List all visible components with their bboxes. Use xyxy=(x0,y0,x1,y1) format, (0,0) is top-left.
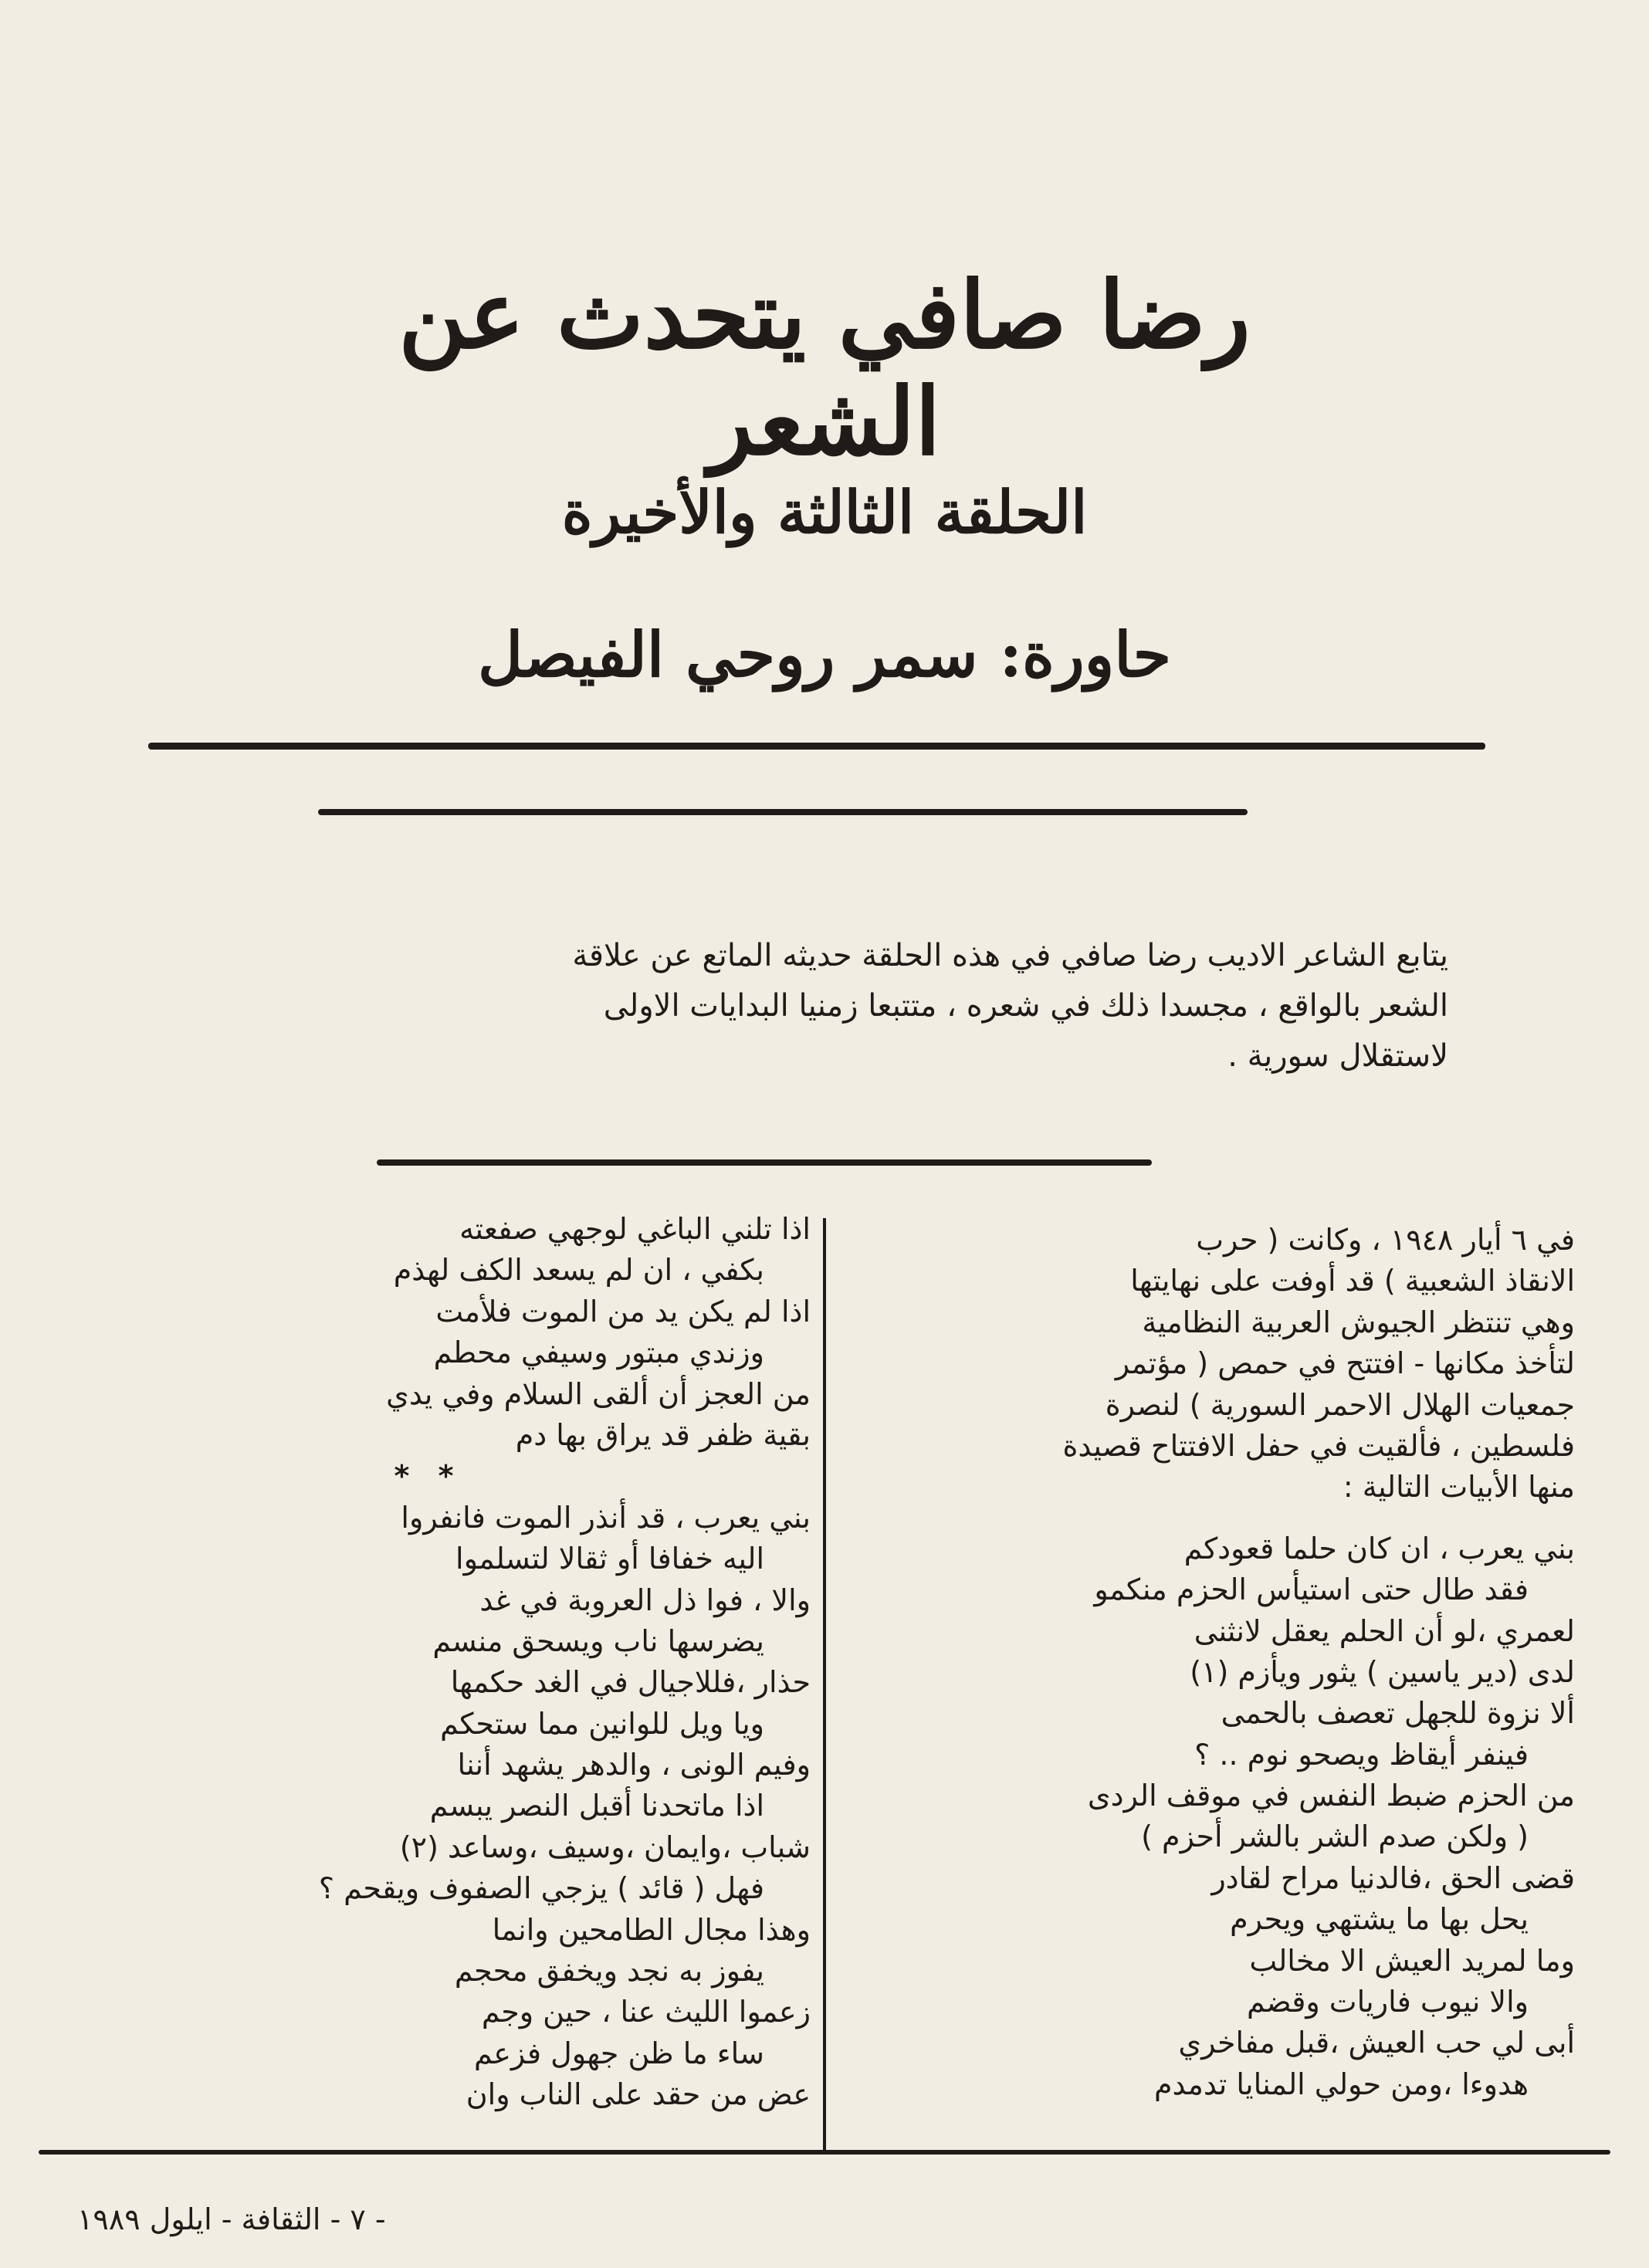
article-title: رضا صافي يتحدث عن الشعر xyxy=(398,261,1251,476)
poem-line: اذا لم يكن يد من الموت فلأمت xyxy=(435,1294,811,1329)
section-separator: * * xyxy=(394,1459,463,1494)
poem-line: بني يعرب ، ان كان حلما قعودكم xyxy=(1183,1531,1575,1566)
poem-line: شباب ،وايمان ،وسيف ،وساعد (٢) xyxy=(399,1830,811,1864)
poem-line: يضرسها ناب ويسحق منسم xyxy=(432,1623,764,1658)
body-line: في ٦ أيار ١٩٤٨ ، وكانت ( حرب xyxy=(1196,1223,1575,1257)
body-line: وهي تنتظر الجيوش العربية النظامية xyxy=(1142,1305,1575,1339)
poem-line: بقية ظفر قد يراق بها دم xyxy=(515,1417,811,1452)
intro-line: الشعر بالواقع ، مجسدا ذلك في شعره ، متتبعا زمنيا البدايات الاولى xyxy=(603,988,1448,1024)
poem-line: يحل بها ما يشتهي ويحرم xyxy=(1230,1902,1529,1937)
poem-line: ألا نزوة للجهل تعصف بالحمى xyxy=(1221,1696,1575,1731)
poem-line: اذا تلني الباغي لوجهي صفعته xyxy=(459,1212,811,1246)
stanza-gap xyxy=(843,1508,1575,1528)
poem-line: فهل ( قائد ) يزجي الصفوف ويقحم ؟ xyxy=(318,1871,764,1906)
right-column xyxy=(843,1220,1575,2105)
poem-line: فينفر أيقاظ ويصحو نوم .. ؟ xyxy=(1194,1737,1529,1772)
poem-line: والا نيوب فاريات وقضم xyxy=(1246,1985,1529,2019)
poem-line: وهذا مجال الطامحين وانما xyxy=(492,1912,811,1947)
poem-line: هدوءا ،ومن حولي المنايا تدمدم xyxy=(1153,2067,1529,2101)
poem-line: أبى لي حب العيش ،قبل مفاخري xyxy=(1178,2026,1575,2060)
intro-line: لاستقلال سورية . xyxy=(1227,1038,1448,1074)
column-divider xyxy=(823,1218,826,2152)
poem-line: والا ، فوا ذل العروبة في غد xyxy=(479,1583,811,1617)
poem-line: عض من حقد على الناب وان xyxy=(466,2077,811,2112)
poem-line: من الحزم ضبط النفس في موقف الردى xyxy=(1087,1779,1575,1813)
intro-rule xyxy=(377,1159,1152,1166)
interviewer-byline: حاورة: سمر روحي الفيصل xyxy=(477,618,1172,691)
poem-line: ( ولكن صدم الشر بالشر أحزم ) xyxy=(1141,1819,1529,1854)
poem-line: لعمري ،لو أن الحلم يعقل لانثنى xyxy=(1194,1613,1575,1648)
body-line: الانقاذ الشعبية ) قد أوفت على نهايتها xyxy=(1130,1264,1575,1298)
poem-line: لدى (دير ياسين ) يثور ويأزم (١) xyxy=(1190,1654,1575,1689)
body-line: جمعيات الهلال الاحمر السورية ) لنصرة xyxy=(1105,1387,1575,1422)
body-line: منها الأبيات التالية : xyxy=(1343,1470,1575,1505)
poem-line: ويا ويل للوانين مما ستحكم xyxy=(440,1706,764,1741)
poem-line: فقد طال حتى استيأس الحزم منكمو xyxy=(1094,1572,1529,1607)
header-rule-bottom xyxy=(318,809,1248,815)
page-footer: - ٧ - الثقافة - ايلول ١٩٨٩ xyxy=(77,2202,386,2236)
poem-line: اليه خفافا أو ثقالا لتسلموا xyxy=(455,1542,764,1576)
poem-line: زعموا الليث عنا ، حين وجم xyxy=(481,1995,811,2029)
body-line: فلسطين ، فألقيت في حفل الافتتاح قصيدة xyxy=(1062,1428,1575,1463)
poem-line: حذار ،فللاجيال في الغد حكمها xyxy=(450,1665,811,1700)
poem-line: وفيم الونى ، والدهر يشهد أننا xyxy=(457,1748,811,1782)
poem-line: اذا ماتحدنا أقبل النصر يبسم xyxy=(429,1789,764,1823)
poem-line: بني يعرب ، قد أنذر الموت فانفروا xyxy=(401,1500,811,1535)
poem-line: وما لمريد العيش الا مخالب xyxy=(1249,1943,1575,1978)
poem-line: يفوز به نجد ويخفق محجم xyxy=(454,1954,764,1989)
poem-line: ساء ما ظن جهول فزعم xyxy=(473,2036,764,2070)
header-rule-top xyxy=(148,743,1485,750)
intro-line: يتابع الشاعر الاديب رضا صافي في هذه الحلقة حديثه الماتع عن علاقة xyxy=(572,938,1448,973)
poem-line: من العجز أن ألقى السلام وفي يدي xyxy=(386,1376,811,1411)
body-line: لتأخذ مكانها - افتتح في حمص ( مؤتمر xyxy=(1115,1346,1575,1381)
footer-rule xyxy=(39,2150,1610,2155)
left-column xyxy=(46,1209,811,2116)
poem-line: قضى الحق ،فالدنيا مراح لقادر xyxy=(1211,1860,1575,1895)
poem-line: بكفي ، ان لم يسعد الكف لهذم xyxy=(393,1253,764,1288)
intro-paragraph xyxy=(144,931,1448,1082)
article-subtitle: الحلقة الثالثة والأخيرة xyxy=(561,478,1088,547)
poem-line: وزندي مبتور وسيفي محطم xyxy=(433,1335,764,1370)
